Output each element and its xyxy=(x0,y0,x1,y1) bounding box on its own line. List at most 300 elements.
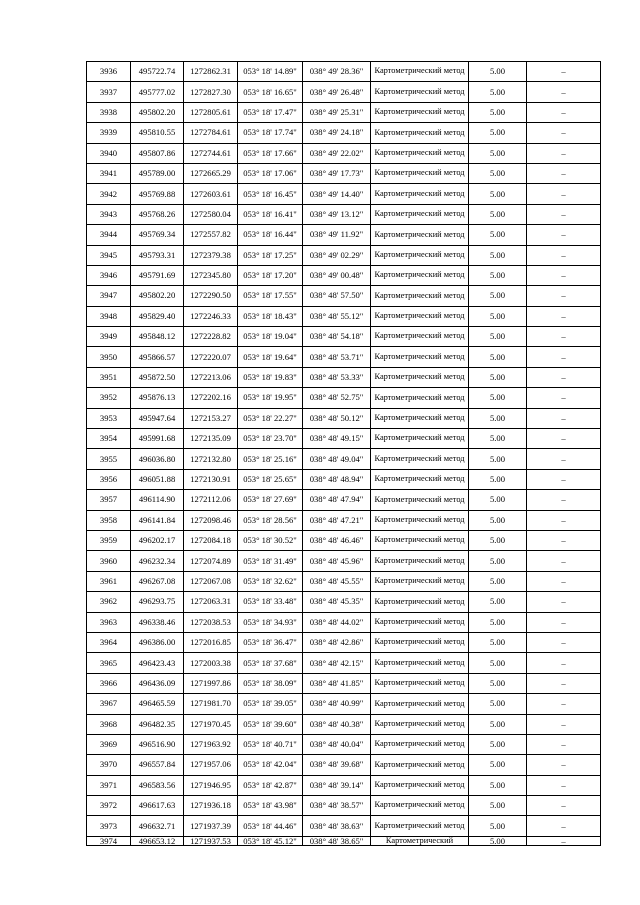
accuracy-cell: 5.00 xyxy=(469,429,527,449)
accuracy-cell: 5.00 xyxy=(469,184,527,204)
latitude-cell: 053° 18' 17.06" xyxy=(238,163,303,183)
x-coordinate-cell: 496293.75 xyxy=(131,592,184,612)
y-coordinate-cell: 1271963.92 xyxy=(184,734,238,754)
point-number-cell: 3943 xyxy=(87,204,131,224)
accuracy-cell: 5.00 xyxy=(469,796,527,816)
latitude-cell: 053° 18' 39.60" xyxy=(238,714,303,734)
note-cell: – xyxy=(527,755,601,775)
y-coordinate-cell: 1272246.33 xyxy=(184,306,238,326)
table-row xyxy=(87,673,601,693)
accuracy-cell: 5.00 xyxy=(469,571,527,591)
y-coordinate-cell: 1272130.91 xyxy=(184,469,238,489)
table-row xyxy=(87,775,601,795)
x-coordinate-cell: 495848.12 xyxy=(131,327,184,347)
point-number-cell: 3938 xyxy=(87,102,131,122)
point-number-cell: 3946 xyxy=(87,265,131,285)
latitude-cell: 053° 18' 19.83" xyxy=(238,367,303,387)
x-coordinate-cell: 495947.64 xyxy=(131,408,184,428)
y-coordinate-cell: 1272112.06 xyxy=(184,490,238,510)
point-number-cell: 3964 xyxy=(87,632,131,652)
table-row xyxy=(87,62,601,82)
point-number-cell: 3973 xyxy=(87,816,131,836)
method-cell: Картометрический метод xyxy=(371,408,469,428)
longitude-cell: 038° 49' 17.73" xyxy=(303,163,371,183)
note-cell: – xyxy=(527,836,601,845)
method-cell: Картометрический метод xyxy=(371,755,469,775)
latitude-cell: 053° 18' 23.70" xyxy=(238,429,303,449)
method-cell: Картометрический метод xyxy=(371,62,469,82)
y-coordinate-cell: 1272063.31 xyxy=(184,592,238,612)
x-coordinate-cell: 496386.00 xyxy=(131,632,184,652)
latitude-cell: 053° 18' 33.48" xyxy=(238,592,303,612)
method-cell: Картометрический метод xyxy=(371,245,469,265)
latitude-cell: 053° 18' 18.43" xyxy=(238,306,303,326)
longitude-cell: 038° 48' 46.46" xyxy=(303,530,371,550)
x-coordinate-cell: 496051.88 xyxy=(131,469,184,489)
y-coordinate-cell: 1272016.85 xyxy=(184,632,238,652)
note-cell: – xyxy=(527,632,601,652)
accuracy-cell: 5.00 xyxy=(469,673,527,693)
y-coordinate-cell: 1272038.53 xyxy=(184,612,238,632)
accuracy-cell: 5.00 xyxy=(469,714,527,734)
latitude-cell: 053° 18' 44.46" xyxy=(238,816,303,836)
note-cell: – xyxy=(527,286,601,306)
longitude-cell: 038° 49' 11.92" xyxy=(303,225,371,245)
method-cell: Картометрический метод xyxy=(371,469,469,489)
table-row xyxy=(87,796,601,816)
longitude-cell: 038° 48' 55.12" xyxy=(303,306,371,326)
longitude-cell: 038° 48' 48.94" xyxy=(303,469,371,489)
table-row xyxy=(87,551,601,571)
point-number-cell: 3965 xyxy=(87,653,131,673)
longitude-cell: 038° 49' 28.36" xyxy=(303,62,371,82)
x-coordinate-cell: 496141.84 xyxy=(131,510,184,530)
table-row xyxy=(87,571,601,591)
method-cell: Картометрический метод xyxy=(371,306,469,326)
y-coordinate-cell: 1271957.06 xyxy=(184,755,238,775)
longitude-cell: 038° 49' 25.31" xyxy=(303,102,371,122)
y-coordinate-cell: 1272084.18 xyxy=(184,530,238,550)
coordinates-table xyxy=(86,61,601,846)
accuracy-cell: 5.00 xyxy=(469,469,527,489)
point-number-cell: 3945 xyxy=(87,245,131,265)
point-number-cell: 3968 xyxy=(87,714,131,734)
y-coordinate-cell: 1272213.06 xyxy=(184,367,238,387)
point-number-cell: 3940 xyxy=(87,143,131,163)
point-number-cell: 3963 xyxy=(87,612,131,632)
point-number-cell: 3948 xyxy=(87,306,131,326)
longitude-cell: 038° 48' 53.71" xyxy=(303,347,371,367)
accuracy-cell: 5.00 xyxy=(469,82,527,102)
table-row xyxy=(87,694,601,714)
x-coordinate-cell: 495802.20 xyxy=(131,102,184,122)
note-cell: – xyxy=(527,265,601,285)
longitude-cell: 038° 48' 41.85" xyxy=(303,673,371,693)
point-number-cell: 3962 xyxy=(87,592,131,612)
table-row xyxy=(87,510,601,530)
latitude-cell: 053° 18' 43.98" xyxy=(238,796,303,816)
table-row xyxy=(87,123,601,143)
table-row xyxy=(87,82,601,102)
note-cell: – xyxy=(527,163,601,183)
point-number-cell: 3955 xyxy=(87,449,131,469)
table-row xyxy=(87,714,601,734)
note-cell: – xyxy=(527,490,601,510)
method-cell: Картометрический метод xyxy=(371,612,469,632)
accuracy-cell: 5.00 xyxy=(469,449,527,469)
note-cell: – xyxy=(527,796,601,816)
note-cell: – xyxy=(527,551,601,571)
note-cell: – xyxy=(527,327,601,347)
y-coordinate-cell: 1272098.46 xyxy=(184,510,238,530)
accuracy-cell: 5.00 xyxy=(469,245,527,265)
x-coordinate-cell: 496267.08 xyxy=(131,571,184,591)
note-cell: – xyxy=(527,734,601,754)
note-cell: – xyxy=(527,775,601,795)
method-cell: Картометрический метод xyxy=(371,653,469,673)
accuracy-cell: 5.00 xyxy=(469,836,527,845)
accuracy-cell: 5.00 xyxy=(469,388,527,408)
x-coordinate-cell: 496338.46 xyxy=(131,612,184,632)
longitude-cell: 038° 49' 14.40" xyxy=(303,184,371,204)
x-coordinate-cell: 496617.63 xyxy=(131,796,184,816)
longitude-cell: 038° 48' 45.35" xyxy=(303,592,371,612)
method-cell: Картометрический метод xyxy=(371,449,469,469)
note-cell: – xyxy=(527,225,601,245)
method-cell: Картометрический метод xyxy=(371,775,469,795)
latitude-cell: 053° 18' 25.16" xyxy=(238,449,303,469)
table-body xyxy=(87,62,601,846)
x-coordinate-cell: 496232.34 xyxy=(131,551,184,571)
latitude-cell: 053° 18' 37.68" xyxy=(238,653,303,673)
method-cell: Картометрический метод xyxy=(371,694,469,714)
longitude-cell: 038° 48' 38.63" xyxy=(303,816,371,836)
x-coordinate-cell: 495872.50 xyxy=(131,367,184,387)
accuracy-cell: 5.00 xyxy=(469,123,527,143)
longitude-cell: 038° 48' 47.94" xyxy=(303,490,371,510)
y-coordinate-cell: 1272132.80 xyxy=(184,449,238,469)
note-cell: – xyxy=(527,449,601,469)
note-cell: – xyxy=(527,184,601,204)
note-cell: – xyxy=(527,408,601,428)
x-coordinate-cell: 496036.80 xyxy=(131,449,184,469)
accuracy-cell: 5.00 xyxy=(469,816,527,836)
latitude-cell: 053° 18' 22.27" xyxy=(238,408,303,428)
latitude-cell: 053° 18' 17.20" xyxy=(238,265,303,285)
note-cell: – xyxy=(527,143,601,163)
table-row xyxy=(87,143,601,163)
latitude-cell: 053° 18' 17.55" xyxy=(238,286,303,306)
accuracy-cell: 5.00 xyxy=(469,653,527,673)
accuracy-cell: 5.00 xyxy=(469,551,527,571)
accuracy-cell: 5.00 xyxy=(469,632,527,652)
note-cell: – xyxy=(527,245,601,265)
method-cell: Картометрический метод xyxy=(371,714,469,734)
note-cell: – xyxy=(527,653,601,673)
latitude-cell: 053° 18' 27.69" xyxy=(238,490,303,510)
method-cell: Картометрический метод xyxy=(371,327,469,347)
method-cell: Картометрический метод xyxy=(371,347,469,367)
y-coordinate-cell: 1272067.08 xyxy=(184,571,238,591)
table-row xyxy=(87,163,601,183)
x-coordinate-cell: 496583.56 xyxy=(131,775,184,795)
note-cell: – xyxy=(527,123,601,143)
note-cell: – xyxy=(527,204,601,224)
method-cell: Картометрический метод xyxy=(371,102,469,122)
method-cell: Картометрический метод xyxy=(371,510,469,530)
point-number-cell: 3959 xyxy=(87,530,131,550)
longitude-cell: 038° 48' 45.96" xyxy=(303,551,371,571)
x-coordinate-cell: 495722.74 xyxy=(131,62,184,82)
table-row xyxy=(87,286,601,306)
method-cell: Картометрический метод xyxy=(371,571,469,591)
point-number-cell: 3954 xyxy=(87,429,131,449)
accuracy-cell: 5.00 xyxy=(469,408,527,428)
y-coordinate-cell: 1272862.31 xyxy=(184,62,238,82)
method-cell: Картометрический метод xyxy=(371,673,469,693)
point-number-cell: 3939 xyxy=(87,123,131,143)
x-coordinate-cell: 495866.57 xyxy=(131,347,184,367)
longitude-cell: 038° 48' 40.38" xyxy=(303,714,371,734)
point-number-cell: 3966 xyxy=(87,673,131,693)
method-cell: Картометрический метод xyxy=(371,225,469,245)
x-coordinate-cell: 495769.34 xyxy=(131,225,184,245)
point-number-cell: 3944 xyxy=(87,225,131,245)
point-number-cell: 3941 xyxy=(87,163,131,183)
note-cell: – xyxy=(527,612,601,632)
longitude-cell: 038° 48' 50.12" xyxy=(303,408,371,428)
x-coordinate-cell: 495789.00 xyxy=(131,163,184,183)
longitude-cell: 038° 49' 13.12" xyxy=(303,204,371,224)
point-number-cell: 3947 xyxy=(87,286,131,306)
longitude-cell: 038° 48' 42.86" xyxy=(303,632,371,652)
accuracy-cell: 5.00 xyxy=(469,225,527,245)
table-row xyxy=(87,429,601,449)
note-cell: – xyxy=(527,530,601,550)
longitude-cell: 038° 48' 40.04" xyxy=(303,734,371,754)
x-coordinate-cell: 495768.26 xyxy=(131,204,184,224)
method-cell: Картометрический метод xyxy=(371,490,469,510)
note-cell: – xyxy=(527,62,601,82)
longitude-cell: 038° 49' 24.18" xyxy=(303,123,371,143)
x-coordinate-cell: 495876.13 xyxy=(131,388,184,408)
note-cell: – xyxy=(527,347,601,367)
latitude-cell: 053° 18' 45.12" xyxy=(238,836,303,845)
point-number-cell: 3957 xyxy=(87,490,131,510)
note-cell: – xyxy=(527,306,601,326)
longitude-cell: 038° 49' 02.29" xyxy=(303,245,371,265)
longitude-cell: 038° 48' 42.15" xyxy=(303,653,371,673)
method-cell: Картометрический метод xyxy=(371,82,469,102)
latitude-cell: 053° 18' 19.04" xyxy=(238,327,303,347)
accuracy-cell: 5.00 xyxy=(469,306,527,326)
table-row xyxy=(87,184,601,204)
latitude-cell: 053° 18' 40.71" xyxy=(238,734,303,754)
y-coordinate-cell: 1272827.30 xyxy=(184,82,238,102)
accuracy-cell: 5.00 xyxy=(469,490,527,510)
latitude-cell: 053° 18' 39.05" xyxy=(238,694,303,714)
method-cell: Картометрический метод xyxy=(371,367,469,387)
point-number-cell: 3949 xyxy=(87,327,131,347)
table-row xyxy=(87,327,601,347)
method-cell: Картометрический метод xyxy=(371,551,469,571)
note-cell: – xyxy=(527,714,601,734)
x-coordinate-cell: 495802.20 xyxy=(131,286,184,306)
table-row xyxy=(87,245,601,265)
method-cell: Картометрический метод xyxy=(371,143,469,163)
table-row xyxy=(87,816,601,836)
accuracy-cell: 5.00 xyxy=(469,327,527,347)
note-cell: – xyxy=(527,102,601,122)
x-coordinate-cell: 495991.68 xyxy=(131,429,184,449)
y-coordinate-cell: 1271937.39 xyxy=(184,816,238,836)
longitude-cell: 038° 48' 49.15" xyxy=(303,429,371,449)
point-number-cell: 3967 xyxy=(87,694,131,714)
accuracy-cell: 5.00 xyxy=(469,143,527,163)
longitude-cell: 038° 48' 39.14" xyxy=(303,775,371,795)
method-cell: Картометрический метод xyxy=(371,388,469,408)
x-coordinate-cell: 495807.86 xyxy=(131,143,184,163)
y-coordinate-cell: 1271970.45 xyxy=(184,714,238,734)
latitude-cell: 053° 18' 17.74" xyxy=(238,123,303,143)
table-row xyxy=(87,632,601,652)
y-coordinate-cell: 1271937.53 xyxy=(184,836,238,845)
note-cell: – xyxy=(527,816,601,836)
point-number-cell: 3960 xyxy=(87,551,131,571)
latitude-cell: 053° 18' 42.87" xyxy=(238,775,303,795)
y-coordinate-cell: 1271936.18 xyxy=(184,796,238,816)
longitude-cell: 038° 48' 53.33" xyxy=(303,367,371,387)
method-cell: Картометрический метод xyxy=(371,163,469,183)
longitude-cell: 038° 48' 47.21" xyxy=(303,510,371,530)
note-cell: – xyxy=(527,673,601,693)
note-cell: – xyxy=(527,429,601,449)
y-coordinate-cell: 1272744.61 xyxy=(184,143,238,163)
accuracy-cell: 5.00 xyxy=(469,102,527,122)
latitude-cell: 053° 18' 42.04" xyxy=(238,755,303,775)
note-cell: – xyxy=(527,469,601,489)
latitude-cell: 053° 18' 36.47" xyxy=(238,632,303,652)
table-row xyxy=(87,388,601,408)
table-row xyxy=(87,592,601,612)
y-coordinate-cell: 1272220.07 xyxy=(184,347,238,367)
method-cell: Картометрический метод xyxy=(371,123,469,143)
accuracy-cell: 5.00 xyxy=(469,592,527,612)
accuracy-cell: 5.00 xyxy=(469,286,527,306)
point-number-cell: 3950 xyxy=(87,347,131,367)
point-number-cell: 3942 xyxy=(87,184,131,204)
note-cell: – xyxy=(527,571,601,591)
point-number-cell: 3971 xyxy=(87,775,131,795)
x-coordinate-cell: 495793.31 xyxy=(131,245,184,265)
x-coordinate-cell: 496202.17 xyxy=(131,530,184,550)
latitude-cell: 053° 18' 17.66" xyxy=(238,143,303,163)
point-number-cell: 3936 xyxy=(87,62,131,82)
x-coordinate-cell: 495810.55 xyxy=(131,123,184,143)
longitude-cell: 038° 48' 44.02" xyxy=(303,612,371,632)
longitude-cell: 038° 49' 22.02" xyxy=(303,143,371,163)
x-coordinate-cell: 495791.69 xyxy=(131,265,184,285)
accuracy-cell: 5.00 xyxy=(469,347,527,367)
latitude-cell: 053° 18' 19.64" xyxy=(238,347,303,367)
method-cell: Картометрический метод xyxy=(371,530,469,550)
y-coordinate-cell: 1271997.86 xyxy=(184,673,238,693)
y-coordinate-cell: 1272784.61 xyxy=(184,123,238,143)
table-row xyxy=(87,836,601,845)
latitude-cell: 053° 18' 25.65" xyxy=(238,469,303,489)
latitude-cell: 053° 18' 16.44" xyxy=(238,225,303,245)
y-coordinate-cell: 1272805.61 xyxy=(184,102,238,122)
longitude-cell: 038° 48' 40.99" xyxy=(303,694,371,714)
point-number-cell: 3974 xyxy=(87,836,131,845)
accuracy-cell: 5.00 xyxy=(469,734,527,754)
point-number-cell: 3956 xyxy=(87,469,131,489)
longitude-cell: 038° 48' 39.68" xyxy=(303,755,371,775)
longitude-cell: 038° 48' 57.50" xyxy=(303,286,371,306)
note-cell: – xyxy=(527,367,601,387)
x-coordinate-cell: 496436.09 xyxy=(131,673,184,693)
table-row xyxy=(87,530,601,550)
method-cell: Картометрический метод xyxy=(371,734,469,754)
x-coordinate-cell: 496516.90 xyxy=(131,734,184,754)
table-row xyxy=(87,612,601,632)
longitude-cell: 038° 48' 38.65" xyxy=(303,836,371,845)
x-coordinate-cell: 496465.59 xyxy=(131,694,184,714)
table-row xyxy=(87,265,601,285)
table-row xyxy=(87,755,601,775)
x-coordinate-cell: 495829.40 xyxy=(131,306,184,326)
accuracy-cell: 5.00 xyxy=(469,265,527,285)
y-coordinate-cell: 1272379.38 xyxy=(184,245,238,265)
latitude-cell: 053° 18' 16.45" xyxy=(238,184,303,204)
longitude-cell: 038° 49' 00.48" xyxy=(303,265,371,285)
method-cell: Картометрический метод xyxy=(371,429,469,449)
latitude-cell: 053° 18' 17.25" xyxy=(238,245,303,265)
method-cell: Картометрический метод xyxy=(371,632,469,652)
note-cell: – xyxy=(527,82,601,102)
method-cell: Картометрический метод xyxy=(371,796,469,816)
latitude-cell: 053° 18' 28.56" xyxy=(238,510,303,530)
y-coordinate-cell: 1272228.82 xyxy=(184,327,238,347)
latitude-cell: 053° 18' 16.65" xyxy=(238,82,303,102)
latitude-cell: 053° 18' 38.09" xyxy=(238,673,303,693)
y-coordinate-cell: 1272135.09 xyxy=(184,429,238,449)
y-coordinate-cell: 1272003.38 xyxy=(184,653,238,673)
longitude-cell: 038° 48' 38.57" xyxy=(303,796,371,816)
accuracy-cell: 5.00 xyxy=(469,62,527,82)
y-coordinate-cell: 1271946.95 xyxy=(184,775,238,795)
accuracy-cell: 5.00 xyxy=(469,367,527,387)
note-cell: – xyxy=(527,510,601,530)
note-cell: – xyxy=(527,592,601,612)
accuracy-cell: 5.00 xyxy=(469,163,527,183)
table-row xyxy=(87,490,601,510)
table-row xyxy=(87,204,601,224)
point-number-cell: 3952 xyxy=(87,388,131,408)
accuracy-cell: 5.00 xyxy=(469,204,527,224)
y-coordinate-cell: 1272290.50 xyxy=(184,286,238,306)
y-coordinate-cell: 1272557.82 xyxy=(184,225,238,245)
table-row xyxy=(87,449,601,469)
method-cell: Картометрический метод xyxy=(371,184,469,204)
longitude-cell: 038° 49' 26.48" xyxy=(303,82,371,102)
accuracy-cell: 5.00 xyxy=(469,612,527,632)
y-coordinate-cell: 1271981.70 xyxy=(184,694,238,714)
table-row xyxy=(87,734,601,754)
method-cell: Картометрический метод xyxy=(371,592,469,612)
latitude-cell: 053° 18' 19.95" xyxy=(238,388,303,408)
table-row xyxy=(87,306,601,326)
